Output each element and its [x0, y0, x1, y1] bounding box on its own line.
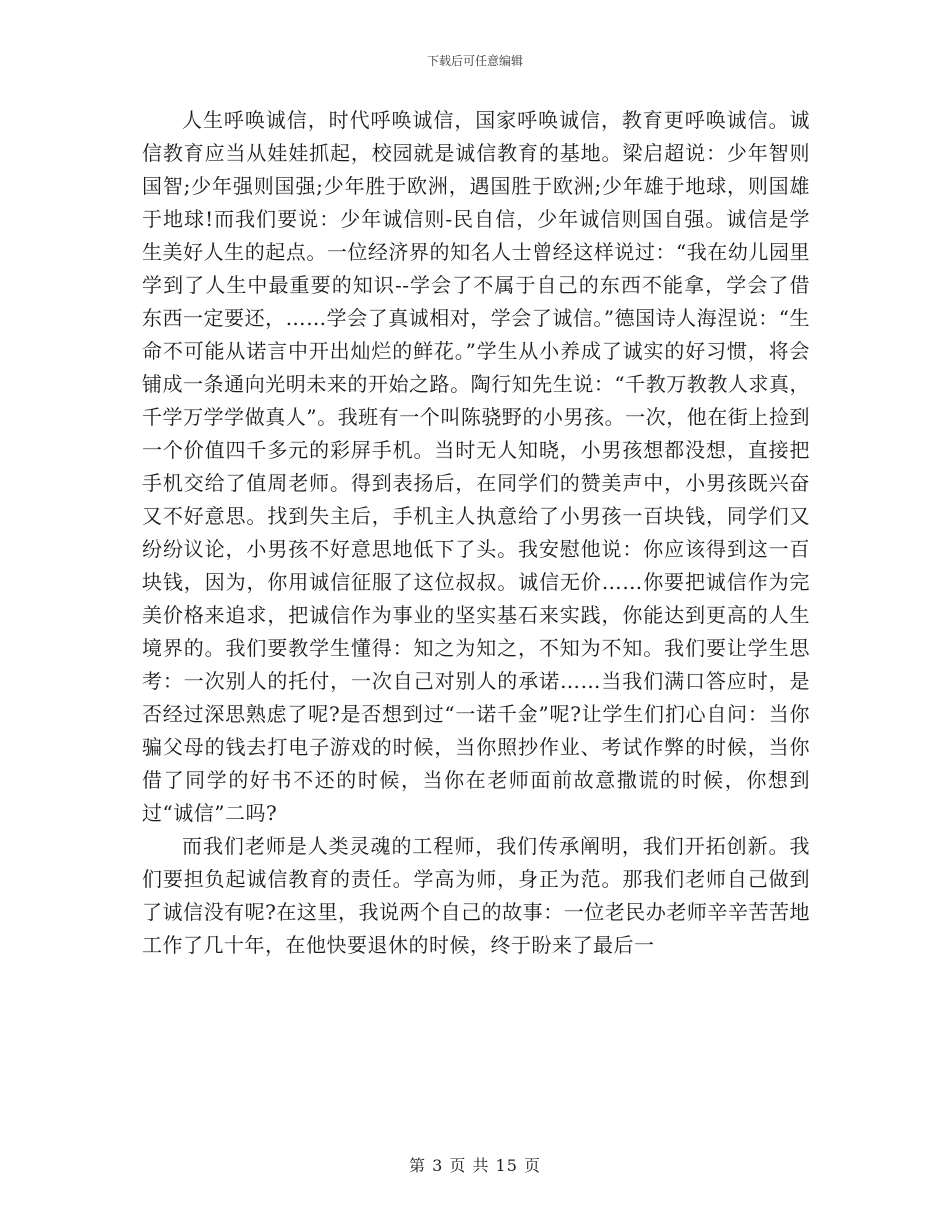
paragraph-2: 而我们老师是人类灵魂的工程师，我们传承阐明，我们开拓创新。我们要担负起诚信教育的责任。学高为师，身正为范。那我们老师自己做到了诚信没有呢?在这里，我说两个自己的故事：一位老民办老师辛辛苦苦地工作了几十年，在他快要退休的时候，终于盼来了最后一 — [142, 834, 810, 957]
body-text — [142, 104, 810, 962]
page-number-footer: 第 3 页 共 15 页 — [409, 1156, 541, 1175]
header-note: 下载后可任意编辑 — [426, 54, 523, 68]
paragraph-1: 人生呼唤诚信，时代呼唤诚信，国家呼唤诚信，教育更呼唤诚信。诚信教育应当从娃娃抓起，校园就是诚信教育的基地。梁启超说：少年智则国智;少年强则国强;少年胜于欧洲，遇国胜于欧洲;少年雄于地球，则国雄于地球!而我们要说：少年诚信则-民自信，少年诚信则国自强。诚信是学生美好人生的起点。一位经济界的知名人士曾经这样说过：“我在幼儿园里学到了人生中最重要的知识--学会了不属于自己的东西不能拿，学会了借东西一定要还，……学会了真诚相对，学会了诚信。”德国诗人海涅说：“生命不可能从诺言中开出灿烂的鲜花。”学生从小养成了诚实的好习惯，将会铺成一条通向光明未来的开始之路。陶行知先生说：“千教万教教人求真，千学万学学做真人”。我班有一个叫陈骁野的小男孩。一次，他在街上捡到一个价值四千多元的彩屏手机。当时无人知晓，小男孩想都没想，直接把手机交给了值周老师。得到表扬后，在同学们的赞美声中，小男孩既兴奋又不好意思。找到失主后，手机主人执意给了小男孩一百块钱，同学们又纷纷议论，小男孩不好意思地低下了头。我安慰他说：你应该得到这一百块钱，因为，你用诚信征服了这位叔叔。诚信无价……你要把诚信作为完美价格来追求，把诚信作为事业的坚实基石来实践，你能达到更高的人生境界的。我们要教学生懂得：知之为知之，不知为不知。我们要让学生思考：一次别人的托付，一次自己对别人的承诺……当我们满口答应时，是否经过深思熟虑了呢?是否想到过“一诺千金”呢?让学生们扪心自问：当你骗父母的钱去打电子游戏的时候，当你照抄作业、考试作弊的时候，当你借了同学的好书不还的时候，当你在老师面前故意撒谎的时候，你想到过“诚信”二吗? — [142, 108, 810, 825]
